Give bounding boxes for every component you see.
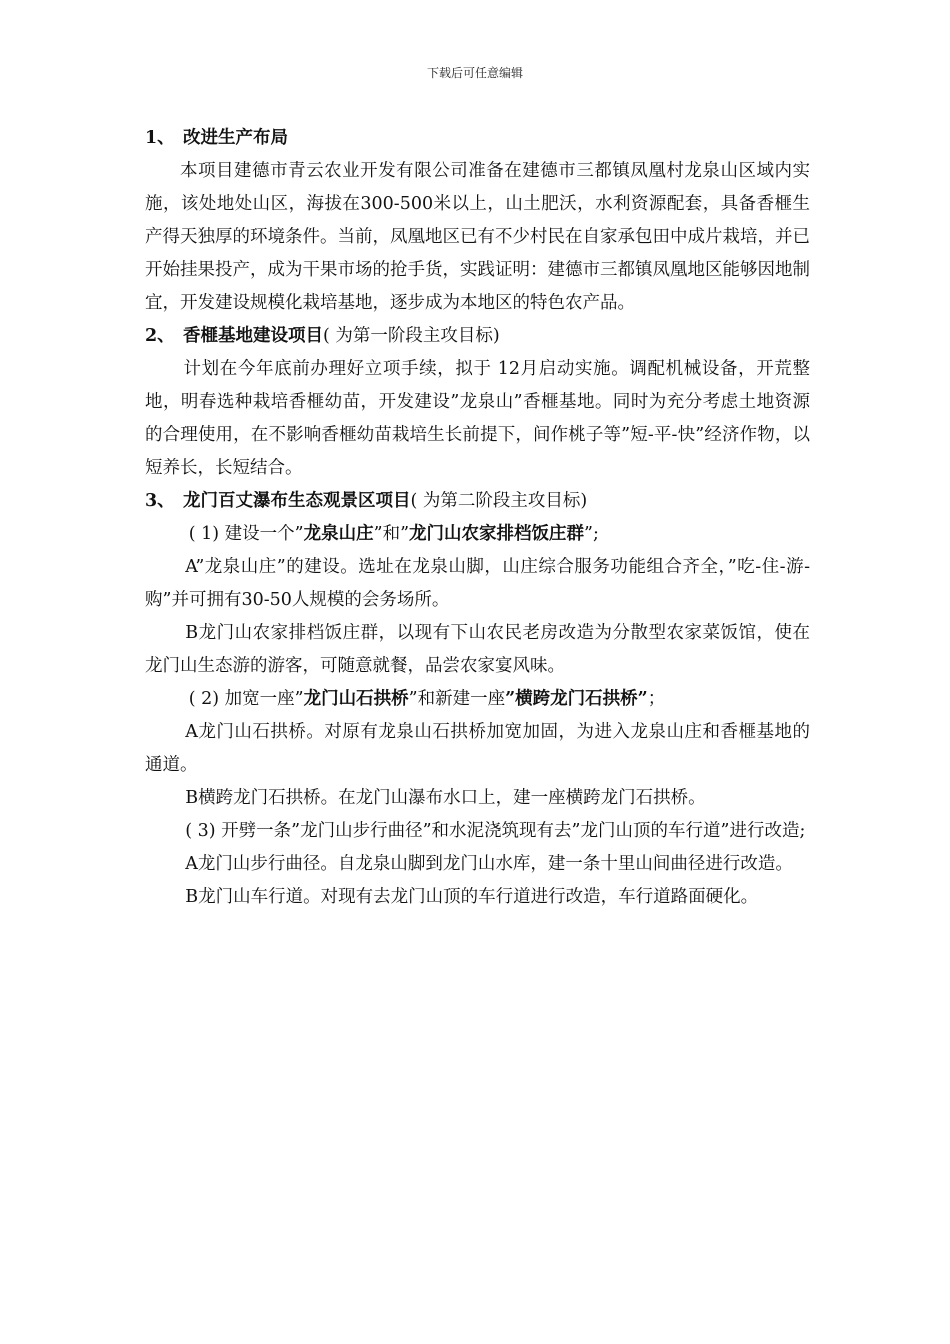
item-2-bold: ”横跨龙门石拱桥” bbox=[505, 689, 648, 709]
section-2-heading bbox=[145, 320, 810, 353]
item-1-text: ”; bbox=[584, 524, 599, 544]
item-2-bold: 龙门山石拱桥 bbox=[303, 689, 409, 709]
item-2-line bbox=[145, 683, 810, 716]
item-3-paragraph-a: A龙门山步行曲径。自龙泉山脚到龙门山水库，建一条十里山间曲径进行改造。 bbox=[185, 854, 793, 874]
section-1-heading bbox=[145, 122, 810, 155]
item-2-text: ； bbox=[647, 689, 666, 709]
item-1-text: ( 1) 建设一个” bbox=[188, 524, 304, 544]
section-2-paragraph: 计划在今年底前办理好立项手续，拟于 12月启动实施。调配机械设备，开荒整地，明春选种栽培香榧幼苗，开发建设”龙泉山”香榧基地。同时为充分考虑土地资源的合理使用，在不影响香榧幼苗栽培生长前提下，间作桃子等”短-平-快”经济作物，以短养长，长短结合。 bbox=[145, 359, 810, 478]
item-2-text: ”和新建一座 bbox=[408, 689, 506, 709]
item-3-line: ( 3) 开劈一条”龙门山步行曲径”和水泥浇筑现有去”龙门山顶的车行道”进行改造; bbox=[185, 821, 806, 841]
item-3-paragraph-b: B龙门山车行道。对现有去龙门山顶的车行道进行改造，车行道路面硬化。 bbox=[185, 887, 759, 907]
item-1-paragraph-b: B龙门山农家排档饭庄群，以现有下山农民老房改造为分散型农家菜饭馆，使在龙门山生态游的游客，可随意就餐，品尝农家宴风味。 bbox=[145, 623, 810, 676]
section-title: 香榧基地建设项目 bbox=[183, 326, 323, 346]
item-1-line bbox=[145, 518, 810, 551]
item-2-text: ( 2) 加宽一座” bbox=[188, 689, 304, 709]
item-2-paragraph-b: B横跨龙门石拱桥。在龙门山瀑布水口上，建一座横跨龙门石拱桥。 bbox=[185, 788, 706, 808]
item-1-bold: 龙门山农家排档饭庄群 bbox=[409, 524, 585, 544]
section-note: ( 为第二阶段主攻目标) bbox=[410, 491, 588, 511]
section-number: 3、 bbox=[145, 491, 175, 511]
item-1-bold: 龙泉山庄 bbox=[303, 524, 374, 544]
item-1-text: ”和” bbox=[373, 524, 410, 544]
section-title: 改进生产布局 bbox=[183, 128, 288, 148]
item-2-paragraph-a: A龙门山石拱桥。对原有龙泉山石拱桥加宽加固，为进入龙泉山庄和香榧基地的通道。 bbox=[145, 722, 810, 775]
section-3-heading bbox=[145, 485, 810, 518]
section-1-paragraph: 本项目建德市青云农业开发有限公司准备在建德市三都镇凤凰村龙泉山区域内实施，该处地处山区，海拔在300-500米以上，山土肥沃，水利资源配套，具备香榧生产得天独厚的环境条件。当前，凤凰地区已有不少村民在自家承包田中成片栽培，并已开始挂果投产，成为干果市场的抢手货，实践证明：建德市三都镇凤凰地区能够因地制宜，开发建设规模化栽培基地，逐步成为本地区的特色农产品。 bbox=[145, 161, 810, 313]
item-1-paragraph-a: A”龙泉山庄”的建设。选址在龙泉山脚，山庄综合服务功能组合齐全，”吃-住-游-购”并可拥有30-50人规模的会务场所。 bbox=[145, 557, 810, 610]
document-body bbox=[145, 122, 810, 914]
section-number: 1、 bbox=[145, 128, 175, 148]
page-header: 下载后可任意编辑 bbox=[426, 66, 523, 80]
section-title: 龙门百丈瀑布生态观景区项目 bbox=[183, 491, 411, 511]
section-number: 2、 bbox=[145, 326, 175, 346]
section-note: ( 为第一阶段主攻目标) bbox=[323, 326, 500, 346]
